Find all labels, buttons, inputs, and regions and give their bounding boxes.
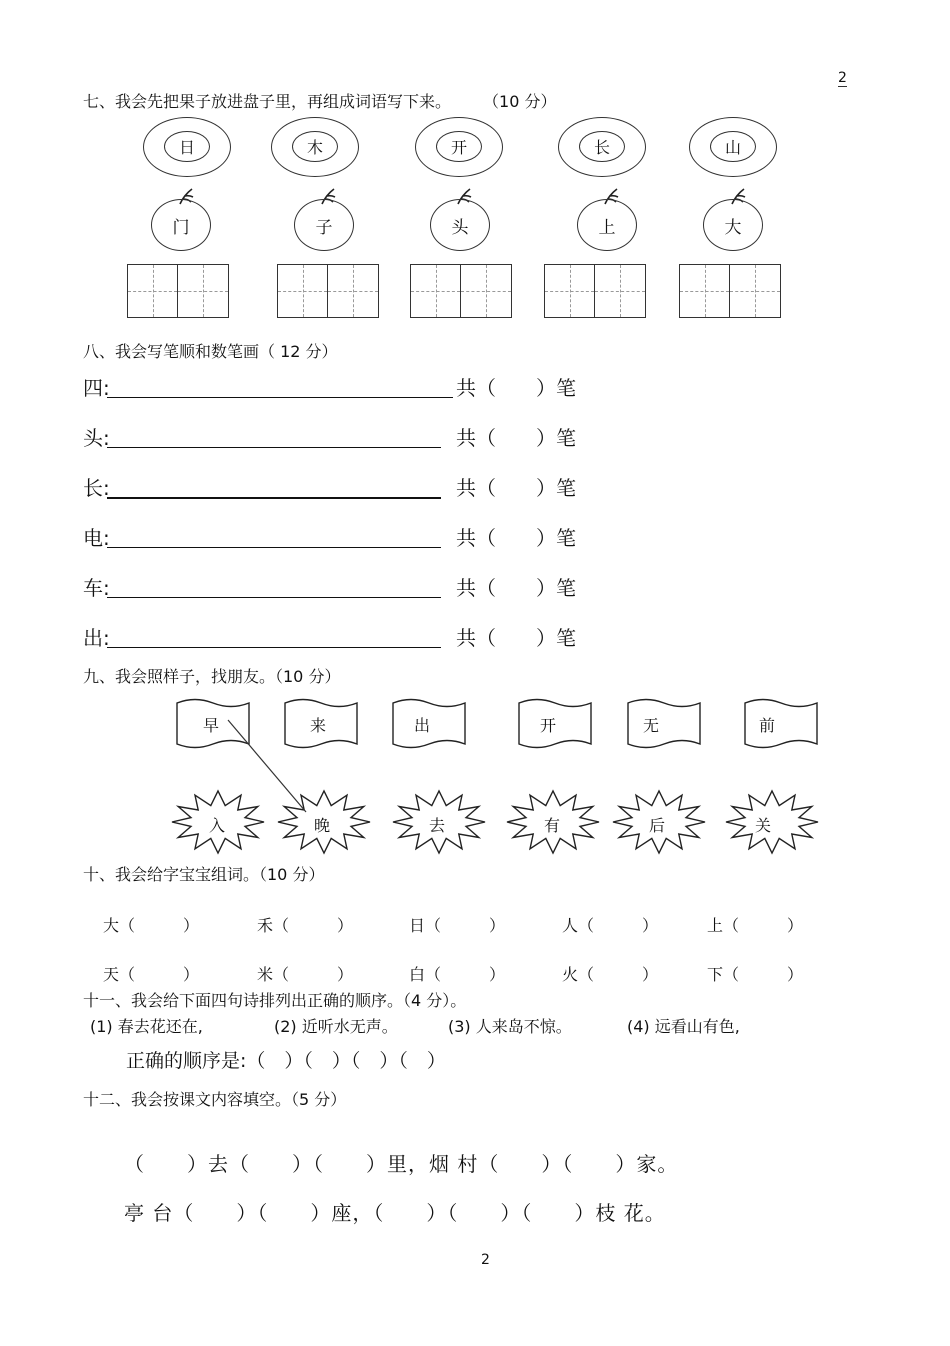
stroke-order-line[interactable] (107, 497, 441, 499)
plate (143, 117, 231, 177)
plate-char: 长 (579, 131, 625, 162)
plate (558, 117, 646, 177)
flag-shape (745, 700, 817, 748)
stroke-order-line[interactable] (107, 597, 441, 598)
section10-title: 十、我会给字宝宝组词。（10 分） (83, 865, 325, 884)
fruit: 上 (577, 199, 637, 251)
fruit: 子 (294, 199, 354, 251)
matching-figure (0, 690, 950, 860)
plate-char: 开 (436, 131, 482, 162)
plate-char: 山 (710, 131, 756, 162)
writing-grid[interactable] (679, 264, 781, 318)
poem-line: (1) 春去花还在, (90, 1017, 203, 1036)
flag-char[interactable]: 无 (643, 716, 660, 735)
star-shape (726, 791, 818, 853)
word-blank[interactable]: 上（ ） (707, 916, 804, 935)
flag-shape (628, 700, 700, 748)
section7-title: 七、我会先把果子放进盘子里，再组成词语写下来。 （10 分） (83, 92, 557, 111)
order-answer[interactable]: 正确的顺序是:（ ）（ ）（ ）（ ） (126, 1050, 446, 1072)
fruit: 大 (703, 199, 763, 251)
stroke-char: 电: (83, 526, 110, 550)
word-blank[interactable]: 下（ ） (707, 965, 804, 984)
stroke-count[interactable]: 共（ ）笔 (456, 476, 576, 500)
word-blank[interactable]: 日（ ） (409, 916, 506, 935)
stroke-char: 四: (83, 376, 110, 400)
stroke-order-line[interactable] (107, 547, 441, 548)
section9-title: 九、我会照样子，找朋友。（10 分） (83, 667, 341, 686)
fruit: 头 (430, 199, 490, 251)
poem-line: (4) 远看山有色, (627, 1017, 740, 1036)
flag-char[interactable]: 早 (203, 716, 220, 735)
page-number-bottom: 2 (481, 1252, 490, 1268)
stroke-char: 车: (83, 576, 110, 600)
flag-char[interactable]: 前 (759, 716, 776, 735)
section11-title: 十一、我会给下面四句诗排列出正确的顺序。（4 分）。 (83, 991, 467, 1010)
word-blank[interactable]: 大（ ） (103, 916, 200, 935)
word-blank[interactable]: 米（ ） (257, 965, 354, 984)
writing-grid[interactable] (127, 264, 229, 318)
flag-char[interactable]: 开 (540, 716, 557, 735)
stroke-order-line[interactable] (107, 647, 441, 648)
poem-line: (2) 近听水无声。 (274, 1017, 398, 1036)
word-blank[interactable]: 人（ ） (562, 916, 659, 935)
stroke-count[interactable]: 共（ ）笔 (456, 626, 576, 650)
plate (271, 117, 359, 177)
writing-grid[interactable] (277, 264, 379, 318)
word-blank[interactable]: 禾（ ） (257, 916, 354, 935)
writing-grid[interactable] (410, 264, 512, 318)
star-char[interactable]: 入 (209, 816, 226, 835)
star-char[interactable]: 去 (429, 816, 446, 835)
stroke-char: 长: (83, 476, 110, 500)
flag-char[interactable]: 出 (414, 716, 431, 735)
plate-char: 日 (164, 131, 210, 162)
fill-line-1[interactable]: （ ）去（ ）（ ）里，烟 村（ ）（ ）家。 (124, 1152, 679, 1176)
section8-title: 八、我会写笔顺和数笔画（ 12 分） (83, 342, 338, 361)
stroke-char: 头: (83, 426, 110, 450)
fill-line-2[interactable]: 亭 台（ ）（ ）座，（ ）（ ）（ ）枝 花。 (124, 1201, 666, 1225)
stroke-count[interactable]: 共（ ）笔 (456, 576, 576, 600)
stroke-order-line[interactable] (107, 397, 453, 398)
star-char[interactable]: 晚 (314, 816, 331, 835)
plate-char: 木 (292, 131, 338, 162)
writing-grid[interactable] (544, 264, 646, 318)
poem-line: (3) 人来岛不惊。 (448, 1017, 572, 1036)
fruit: 门 (151, 199, 211, 251)
flag-char[interactable]: 来 (310, 716, 327, 735)
stroke-char: 出: (83, 626, 110, 650)
stroke-count[interactable]: 共（ ）笔 (456, 426, 576, 450)
star-char[interactable]: 后 (649, 816, 666, 835)
word-blank[interactable]: 火（ ） (562, 965, 659, 984)
stroke-count[interactable]: 共（ ）笔 (456, 376, 576, 400)
star-char[interactable]: 有 (544, 816, 561, 835)
plate (415, 117, 503, 177)
plate (689, 117, 777, 177)
stroke-order-line[interactable] (107, 447, 441, 448)
word-blank[interactable]: 天（ ） (103, 965, 200, 984)
word-blank[interactable]: 白（ ） (409, 965, 506, 984)
star-char[interactable]: 关 (755, 816, 772, 835)
stroke-count[interactable]: 共（ ）笔 (456, 526, 576, 550)
section12-title: 十二、我会按课文内容填空。（5 分） (83, 1090, 347, 1109)
page-number-top: 2 (838, 70, 847, 86)
